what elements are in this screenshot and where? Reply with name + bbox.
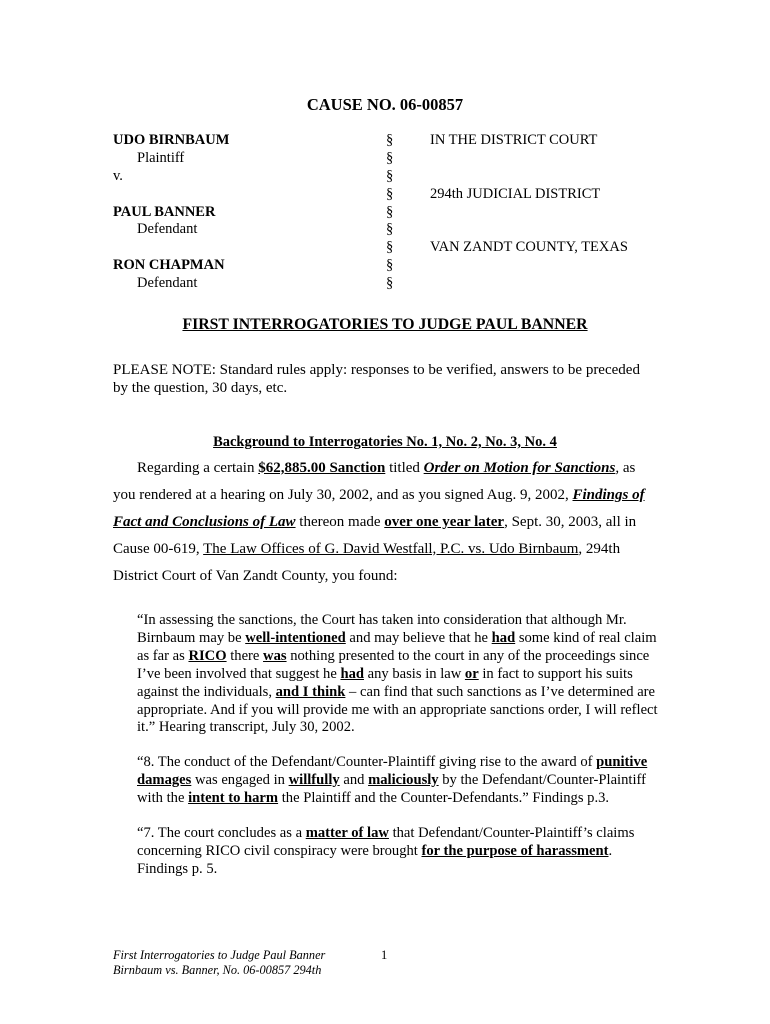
paragraph-text: , Sept. 30, 2003, all in Cause 00-619, <box>113 513 637 557</box>
emphasized-phrase: well-intentioned <box>245 629 346 646</box>
emphasized-phrase: intent to harm <box>188 789 279 806</box>
caption-spacer <box>430 168 730 186</box>
quote-text: . Findings p. 5. <box>137 843 613 877</box>
emphasized-phrase: matter of law <box>305 825 389 842</box>
section-symbol: § <box>386 149 394 166</box>
cause-number: CAUSE NO. 06-00857 <box>306 95 464 114</box>
footer-document-title: First Interrogatories to Judge Paul Banner <box>113 948 326 962</box>
background-heading: Background to Interrogatories No. 1, No. 2, No. 3, No. 4 <box>213 434 557 451</box>
findings-title: Findings of Fact and Conclusions of Law <box>113 486 645 530</box>
section-symbol: § <box>386 275 394 292</box>
defendant-name: PAUL BANNER <box>113 203 216 220</box>
case-style: The Law Offices of G. David Westfall, P.C. vs. Udo Birnbaum <box>203 540 579 557</box>
emphasized-phrase: was <box>263 647 287 664</box>
delay-emphasis: over one year later <box>384 513 505 530</box>
court-name: IN THE DISTRICT COURT <box>430 132 598 148</box>
caption-spacer <box>430 204 730 222</box>
section-symbol: § <box>386 239 394 256</box>
caption-spacer <box>430 221 730 239</box>
paragraph-text: , as you rendered at a hearing on July 30, 2002, and as you signed Aug. 9, 2002, <box>113 459 636 503</box>
emphasized-phrase: for the purpose of harassment <box>421 843 609 860</box>
findings-quote-7 <box>137 825 658 879</box>
quote-text: some kind of real claim as far as <box>137 629 657 664</box>
caption-spacer <box>430 150 730 168</box>
defendant-role: Defendant <box>137 221 198 238</box>
section-symbol: § <box>386 132 394 148</box>
section-symbol: § <box>386 221 394 238</box>
quote-text: the Plaintiff and the Counter-Defendants.” Findings p.3. <box>278 789 610 806</box>
judicial-district: 294th JUDICIAL DISTRICT <box>430 185 601 202</box>
quote-text: – can find that such sanctions as I’ve determined are appropriate. And if you will provide me with an appropriate sanctions order, I will reflect it.” Hearing transcript, July 30, 2002. <box>137 683 658 736</box>
emphasized-phrase: and I think <box>275 683 346 700</box>
footer-case-reference: Birnbaum vs. Banner, No. 06-00857 294th <box>113 963 322 977</box>
document-title: FIRST INTERROGATORIES TO JUDGE PAUL BANNER <box>182 316 588 334</box>
quote-text: “8. The conduct of the Defendant/Counter-Plaintiff giving rise to the award of <box>137 754 597 771</box>
sanction-amount: $62,885.00 Sanction <box>258 459 386 476</box>
quote-text: in fact to support his suits against the individuals, <box>137 665 633 700</box>
quote-text: and may believe that he <box>345 629 492 646</box>
emphasized-phrase: had <box>340 665 364 682</box>
section-symbol: § <box>386 257 394 274</box>
quote-text: “In assessing the sanctions, the Court has taken into consideration that although Mr. Birnbaum may be <box>137 612 627 646</box>
quote-text: nothing presented to the court in any of the proceedings since I’ve been involved that suggest he <box>137 647 650 682</box>
emphasized-phrase: punitive damages <box>137 754 648 788</box>
quote-text: was engaged in <box>191 771 289 788</box>
findings-quote-8 <box>137 754 658 808</box>
county-state: VAN ZANDT COUNTY, TEXAS <box>430 239 628 256</box>
background-paragraph <box>113 455 658 590</box>
caption-spacer <box>113 186 383 204</box>
paragraph-text: thereon made <box>295 513 385 530</box>
hearing-quote <box>137 612 658 737</box>
caption-spacer <box>430 275 730 293</box>
caption-spacer <box>113 239 383 257</box>
defendant-name: RON CHAPMAN <box>113 257 225 274</box>
quote-text: any basis in law <box>363 665 465 682</box>
page-number: 1 <box>381 948 388 962</box>
paragraph-text: titled <box>385 459 424 476</box>
versus-label: v. <box>113 167 123 184</box>
quote-text: by the Defendant/Counter-Plaintiff with the <box>137 771 646 806</box>
emphasized-phrase: maliciously <box>368 771 439 788</box>
plaintiff-role: Plaintiff <box>137 149 185 166</box>
page-footer <box>113 948 325 978</box>
defendant-role: Defendant <box>137 275 198 292</box>
emphasized-phrase: willfully <box>288 771 340 788</box>
emphasized-phrase: had <box>491 629 516 646</box>
paragraph-text: Regarding a certain <box>137 459 259 476</box>
caption-spacer <box>430 257 730 275</box>
emphasized-phrase: RICO <box>188 647 227 664</box>
paragraph-text: , 294th District Court of Van Zandt County, you found: <box>113 540 621 584</box>
order-title: Order on Motion for Sanctions <box>423 459 616 476</box>
emphasized-phrase: or <box>464 665 479 682</box>
section-symbol: § <box>386 185 394 202</box>
section-symbol: § <box>386 167 394 184</box>
quote-text: there <box>226 647 264 664</box>
quote-text: and <box>339 771 369 788</box>
notice-paragraph: PLEASE NOTE: Standard rules apply: responses to be verified, answers to be preceded by the question, 30 days, etc. <box>113 362 640 397</box>
quote-text: that Defendant/Counter-Plaintiff’s claims concerning RICO civil conspiracy were brought <box>137 825 635 860</box>
case-caption <box>0 132 770 293</box>
quote-text: “7. The court concludes as a <box>137 825 306 842</box>
section-symbol: § <box>386 203 394 220</box>
plaintiff-name: UDO BIRNBAUM <box>113 132 230 148</box>
